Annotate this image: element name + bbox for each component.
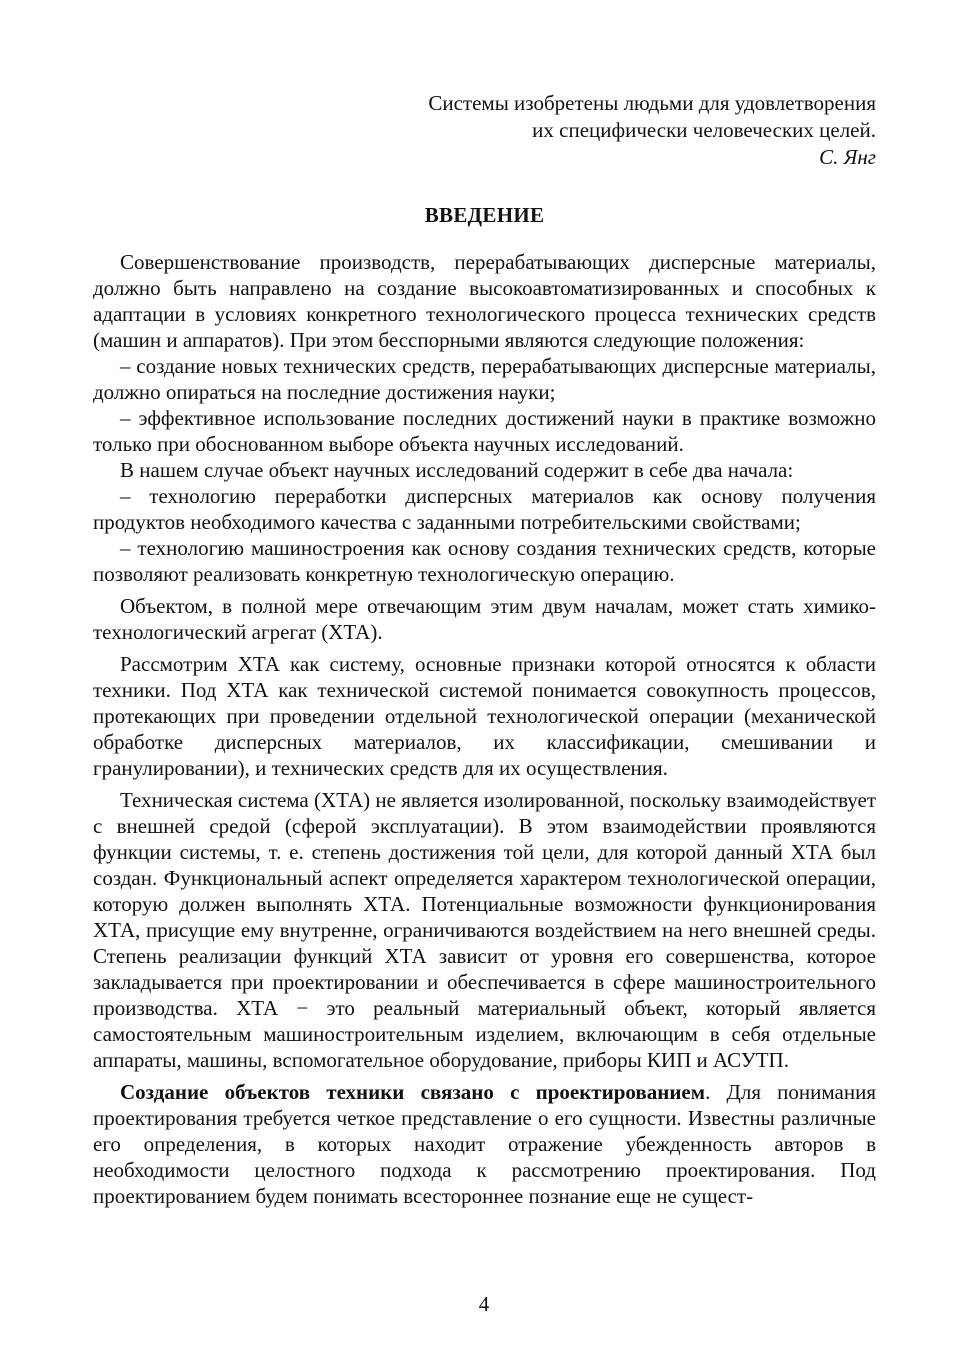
page-body <box>93 90 876 1209</box>
paragraph-technical-system: Техническая система (ХТА) не является изолированной, поскольку взаимодействует с внешней средой (сферой эксплуатации). В этом взаимодействии проявляются функции системы, т. е. степень достижения той цели, для которой данный ХТА был создан. Функциональный аспект определяется характером технологической операции, которую должен выполнять ХТА. Потенциальные возможности функционирования ХТА, присущие ему внутренне, ограничиваются воздействием на него внешней среды. Степень реализации функций ХТА зависит от уровня его совершенства, которое закладывается при проектировании и обеспечивается в сфере машиностроительного производства. ХТА − это реальный материальный объект, который является самостоятельным машиностроительным изделием, включающим в себя отдельные аппараты, машины, вспомогательное оборудование, приборы КИП и АСУТП. <box>93 788 876 1072</box>
paragraph-hta-system: Рассмотрим ХТА как систему, основные признаки которой относятся к области техники. Под ХТА как технической системой понимается совокупность процессов, протекающих при проведении отдельной технологической операции (механической обработке дисперсных материалов, их классификации, смешивании и гранулировании), и технических средств для их осуществления. <box>93 652 876 780</box>
paragraph-beginning-1: – технологию переработки дисперсных материалов как основу получения продуктов необходимого качества с заданными потребительскими свойствами; <box>93 484 876 534</box>
paragraph-design-text: . Для понимания проектирования требуется четкое представление о его сущности. Известны различные его определения, в которых находит отражение убежденность авторов в необходимости целостного подхода к рассмотрению проектирования. Под проектированием будем понимать всестороннее познание еще не сущест- <box>93 1080 877 1208</box>
paragraph-beginning-2: – технологию машиностроения как основу создания технических средств, которые позволяют реализовать конкретную технологическую операцию. <box>93 536 876 586</box>
epigraph-author: С. Янг <box>819 145 876 169</box>
paragraph-design-bold-lead: Создание объектов техники связано с проектированием <box>120 1080 706 1104</box>
epigraph <box>93 90 876 171</box>
section-heading: ВВЕДЕНИЕ <box>424 203 545 227</box>
paragraph-two-beginnings: В нашем случае объект научных исследований содержит в себе два начала: <box>120 458 794 482</box>
paragraph-point-2: – эффективное использование последних достижений науки в практике возможно только при обоснованном выборе объекта научных исследований. <box>93 406 876 456</box>
paragraph-object-hta: Объектом, в полной мере отвечающим этим двум началам, может стать химико-технологический агрегат (ХТА). <box>93 594 876 644</box>
epigraph-line-2: их специфически человеческих целей. <box>532 118 876 142</box>
paragraph-design <box>93 1079 876 1209</box>
epigraph-line-1: Системы изобретены людьми для удовлетворения <box>428 91 876 115</box>
page-number: 4 <box>478 1292 490 1316</box>
paragraph-point-1: – создание новых технических средств, перерабатывающих дисперсные материалы, должно опираться на последние достижения науки; <box>93 354 876 404</box>
paragraph-intro: Совершенствование производств, перерабатывающих дисперсные материалы, должно быть направлено на создание высокоавтоматизированных и способных к адаптации в условиях конкретного технологического процесса технических средств (машин и аппаратов). При этом бесспорными являются следующие положения: <box>93 250 876 352</box>
